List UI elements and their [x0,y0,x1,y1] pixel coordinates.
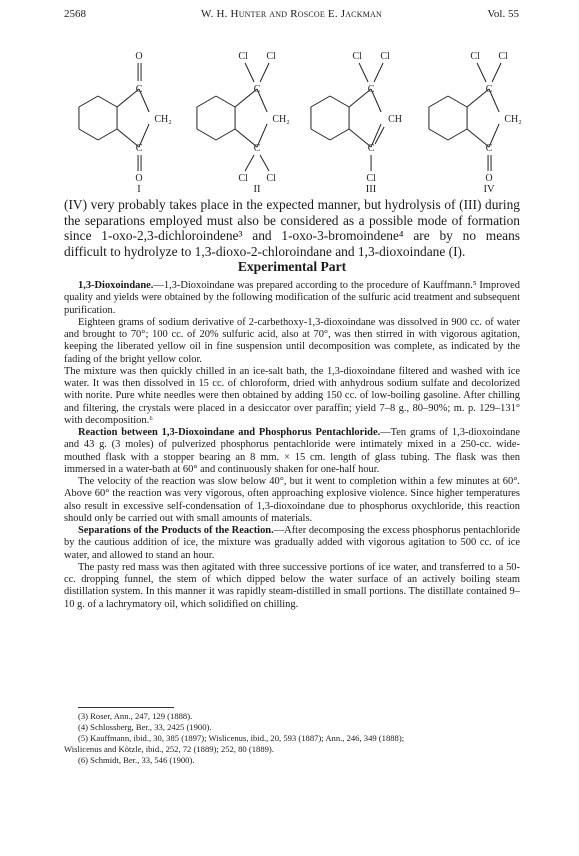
bottom-atom-label: Cl [238,173,248,184]
benzene-bond [197,129,216,140]
top-atom-label: Cl [380,51,390,62]
structure-numeral: II [253,184,261,195]
substituent-bond [374,63,383,82]
paragraph-heading: Separations of the Products of the Reaction. [78,525,274,536]
footnote-4: (4) Schlossberg, Ber., 33, 2425 (1900). [78,722,212,732]
paragraph-1 [64,280,520,317]
carbon-label: C [485,84,493,95]
substituent-bond [260,63,269,82]
section-title: Experimental Part [237,259,347,274]
footnote-3: (3) Roser, Ann., 247, 129 (1888). [78,711,193,721]
footnotes [64,711,520,766]
paragraph-text: Eighteen grams of sodium derivative of 2-carbethoxy-1,3-dioxoindane was dissolved in 900 cc. of water and brought to 70°; 100 cc. of 20% sulfuric acid, also at 70°, was then stirred in with vigorous agitation, keeping the liberated yellow oil in fine suspension until decomposition was complete, as indicated by the fading of the bright yellow color. [64,316,520,365]
top-atom-label: Cl [498,51,508,62]
top-atom-label: Cl [266,51,276,62]
footnote-5-cont: Wislicenus and Kötzle, ibid., 252, 72 (1889); 252, 80 (1889). [64,744,274,754]
paragraph-3 [64,366,520,427]
paragraph-text: —Ten grams of 1,3-dioxoindane and 43 g. (3 moles) of pulverized phosphorus pentachloride were intimately mixed in a 250-cc. wide-mouthed flask with a stopper bearing an 8 mm. × 15 cm. length of glass tubing. The flask was then immersed in a water-bath at 60° and continuously shaken for one-half hour. [64,427,520,475]
benzene-bond [216,129,235,140]
experimental-body [64,280,520,611]
paragraph-2 [64,317,520,366]
paragraph-heading: 1,3-Dioxoindane. [78,280,154,291]
paragraph-text: The mixture was then quickly chilled in an ice-salt bath, the 1,3-dioxoindane filtered and washed with ice water. It was then dissolved in 15 cc. of chloroform, dried with anhydrous sodium sulfate and decolorized with norite. Pure white needles were then obtained by adding 150 cc. of low-boiling gasoline. After chilling and filtering, the crystals were placed in a desiccator over paraffin; yield 7–8 g., 80–90%; m. p. 129–131° with decomposition.⁶ [64,365,520,426]
top-atom-label: O [135,51,143,62]
substituent-bond [492,63,501,82]
substituent-bond [245,63,254,82]
side-group-label: CH₂ [272,114,290,125]
carbon-label: C [253,143,261,154]
paragraph-5 [64,476,520,525]
paragraph-6 [64,525,520,562]
paragraph-heading: Reaction between 1,3-Dioxoindane and Phosphorus Pentachloride. [78,427,381,438]
bottom-atom-label: Cl [366,173,376,184]
benzene-bond [311,129,330,140]
benzene-bond [311,96,330,107]
bottom-atom-label: O [135,173,143,184]
carbon-label: C [135,143,143,154]
benzene-bond [79,129,98,140]
structure-numeral: IV [483,184,495,195]
benzene-bond [330,96,349,107]
running-header [64,8,519,22]
carbon-label: C [253,84,261,95]
bottom-atom-label: Cl [266,173,276,184]
side-group-label: CH₂ [504,114,522,125]
carbon-label: C [367,84,375,95]
paragraph-text: The velocity of the reaction was slow below 40°, but it went to completion within a few minutes at 60°. Above 60° the reaction was very vigorous, often approaching explosive violence. Since higher temperatures also result in excessive self-condensation of 1,3-dioxoindane due to phosphorus oxychloride, this reaction should only be carried out with small amounts of materials. [64,476,520,524]
benzene-bond [448,129,467,140]
structure-figure [60,22,530,198]
benzene-bond [330,129,349,140]
carbon-label: C [485,143,493,154]
benzene-bond [197,96,216,107]
substituent-bond [260,155,269,171]
paragraph-text: The pasty red mass was then agitated with three successive portions of ice water, and transferred to a 50-cc. dropping funnel, the stem of which dipped below the water surface of an actively boiling steam distillation system. In this manner it was rapidly steam-distilled in small portions. The distillate contained 9–10 g. of a lachrymatory oil, which solidified on chilling. [64,561,520,610]
footnote-rule [78,707,174,708]
benzene-bond [429,96,448,107]
carbon-label: C [367,143,375,154]
paragraph-text: —1,3-Dioxoindane was prepared according to the procedure of Kauffmann.⁵ Improved quality and yields were obtained by the following modification of the sulfuric acid treatment and subsequent purification. [64,280,520,316]
intro-text: (IV) very probably takes place in the expected manner, but hydrolysis of (III) during the separations employed must also be considered as a possible mode of formation since 1-oxo-2,3-dichloroindene³ and 1-oxo-3-bromoindene⁴ are by no means difficult to hydrolyze to 1,3-dioxo-2-chloroindane and 1,3-dioxoindane (I). [64,197,520,259]
side-group-label: CH [388,114,403,125]
top-atom-label: Cl [470,51,480,62]
bottom-atom-label: O [485,173,493,184]
footnote-5: (5) Kauffmann, ibid., 30, 385 (1897); Wislicenus, ibid., 20, 593 (1887); Ann., 246, 349 (1888); [78,733,405,743]
structure-numeral: I [137,184,141,195]
top-atom-label: Cl [238,51,248,62]
volume-number: Vol. 55 [487,8,519,20]
carbon-label: C [135,84,143,95]
benzene-bond [448,96,467,107]
paragraph-4 [64,427,520,476]
benzene-bond [98,129,117,140]
benzene-bond [79,96,98,107]
benzene-bond [98,96,117,107]
footnote-6: (6) Schmidt, Ber., 33, 546 (1900). [78,755,195,765]
substituent-bond [245,155,254,171]
intro-paragraph [64,197,520,259]
running-title: W. H. Hunter and Roscoe E. Jackman [201,8,382,20]
substituent-bond [477,63,486,82]
structure-numeral: III [365,184,377,195]
chemical-structures [60,22,530,198]
paragraph-text: —After decomposing the excess phosphorus pentachloride by the cautious addition of ice, the mixture was gradually added with vigorous agitation to 500 cc. of ice water, and allowed to stand an hour. [64,525,520,561]
substituent-bond [359,63,368,82]
benzene-bond [429,129,448,140]
page-number: 2568 [64,8,86,20]
benzene-bond [216,96,235,107]
side-group-label: CH₂ [154,114,172,125]
paragraph-7 [64,562,520,611]
top-atom-label: Cl [352,51,362,62]
